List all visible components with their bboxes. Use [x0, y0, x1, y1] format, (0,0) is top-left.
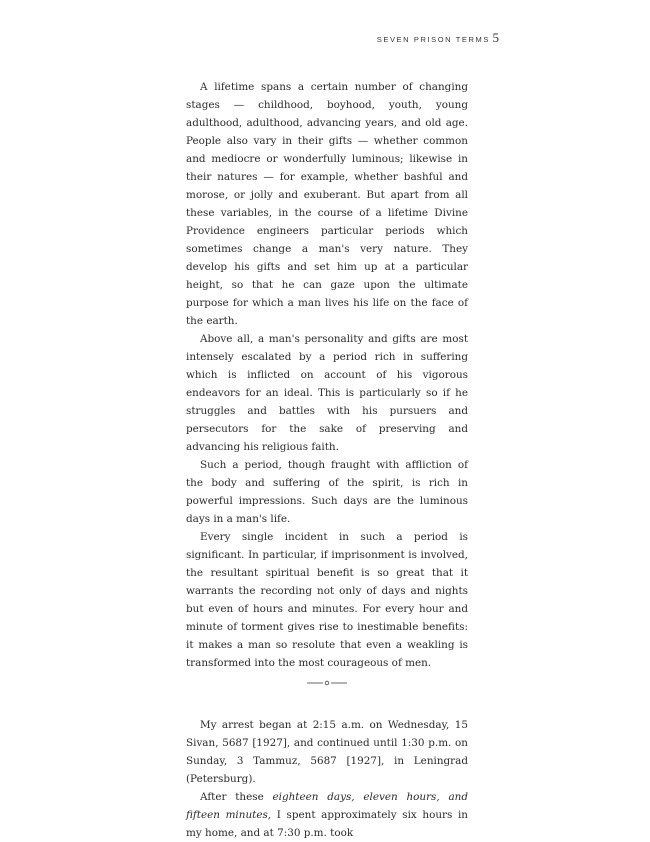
body-text [186, 78, 468, 842]
paragraph-text: I spent approximately six hours in my home, and at 7:30 p.m. took [186, 809, 468, 839]
paragraph: Above all, a man's personality and gifts are most intensely escalated by a period rich in suffering which is inflicted on account of his vigorous endeavors for an ideal. This is particularly so if he struggles and battles with his pursuers and persecutors for the sake of preserving and advancing his religious faith. [186, 333, 468, 453]
paragraph-text: After these [200, 791, 273, 803]
section-break-ornament [186, 674, 468, 692]
paragraph [186, 788, 468, 842]
paragraph: Every single incident in such a period is significant. In particular, if imprisonment is involved, the resultant spiritual benefit is so great that it warrants the recording not only of days and nights but even of hours and minutes. For every hour and minute of torment gives rise to inestimable benefits: it makes a man so resolute that even a weakling is transformed into the most courageous of men. [186, 531, 468, 669]
paragraph: A lifetime spans a certain number of changing stages — childhood, boyhood, youth, young adulthood, adulthood, advancing years, and old age. People also vary in their gifts — whether common and mediocre or wonderfully luminous; likewise in their natures — for example, whether bashful and morose, or jolly and exuberant. But apart from all these variables, in the course of a lifetime Divine Providence engineers particular periods which sometimes change a man's very nature. They develop his gifts and set him up at a particular height, so that he can gaze upon the ultimate purpose for which a man lives his life on the face of the earth. [186, 81, 468, 327]
paragraph: Such a period, though fraught with affliction of the body and suffering of the spirit, is rich in powerful impressions. Such days are the luminous days in a man's life. [186, 459, 468, 525]
italic-emphasis: eighteen days, eleven hours, and fifteen minutes, [186, 791, 468, 821]
page-number: 5 [492, 30, 499, 45]
running-head [0, 30, 650, 50]
ornament-divider-icon [307, 679, 347, 687]
paragraph: My arrest began at 2:15 a.m. on Wednesday, 15 Sivan, 5687 [1927], and continued until 1:30 p.m. on Sunday, 3 Tammuz, 5687 [1927], in Leningrad (Petersburg). [186, 719, 468, 785]
running-title: SEVEN PRISON TERMS [376, 35, 490, 44]
